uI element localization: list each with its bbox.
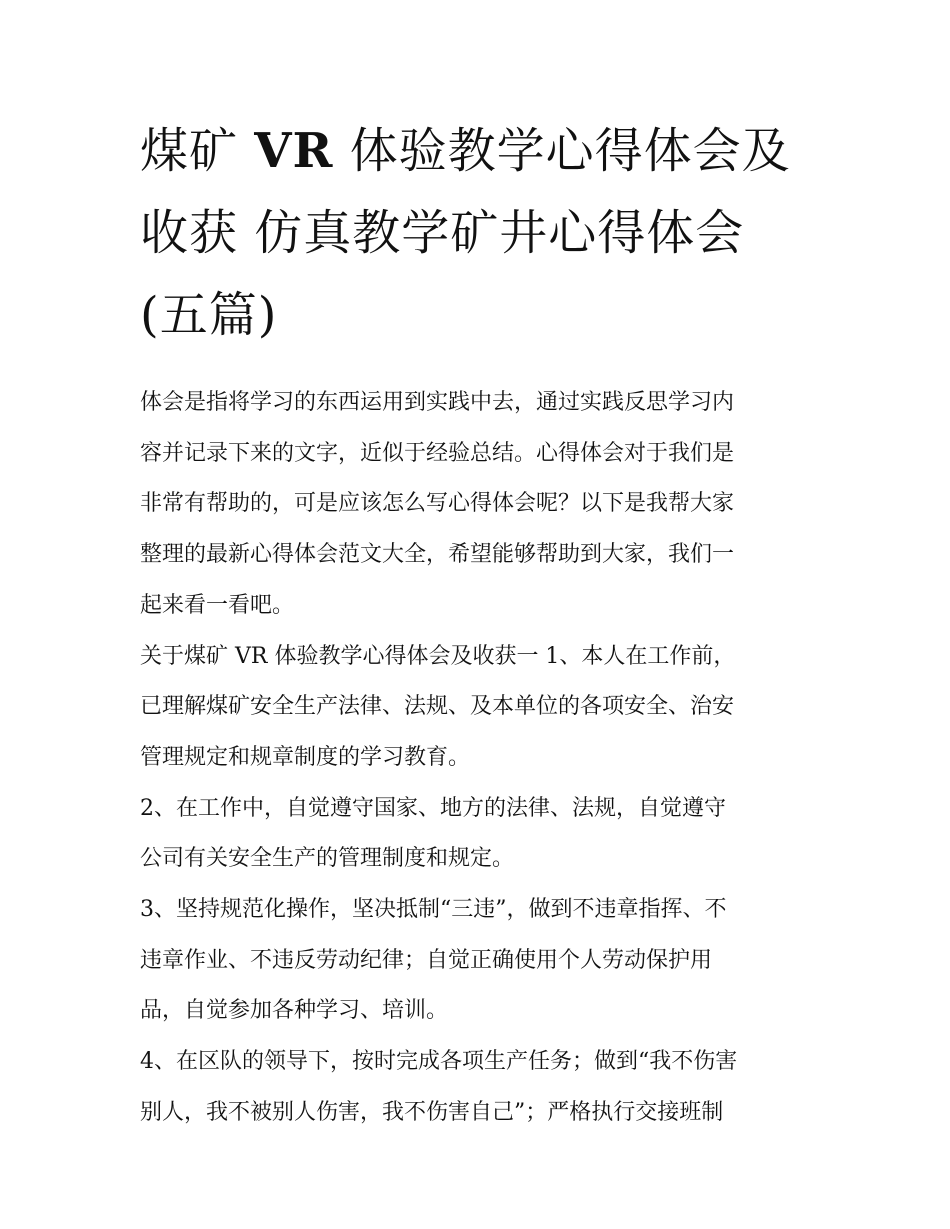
paragraph-line: 体会是指将学习的东西运用到实践中去，通过实践反思学习内	[140, 390, 735, 415]
paragraph-line: 整理的最新心得体会范文大全，希望能够帮助到大家，我们一	[140, 542, 735, 568]
paragraph-line: 容并记录下来的文字，近似于经验总结。心得体会对于我们是	[140, 440, 735, 466]
paragraph-line: 别人，我不被别人伤害，我不伤害自己”；严格执行交接班制	[140, 1099, 724, 1125]
paragraph-line: 非常有帮助的，可是应该怎么写心得体会呢？以下是我帮大家	[140, 491, 735, 517]
paragraph-item-1	[140, 632, 812, 784]
paragraph-line: 4、在区队的领导下，按时完成各项生产任务；做到“我不伤害	[140, 1049, 738, 1075]
title-line-1	[140, 110, 812, 192]
paragraph-line: 起来看一看吧。	[140, 592, 295, 618]
paragraph-line: 品，自觉参加各种学习、培训。	[140, 998, 449, 1024]
paragraph-line: 3、坚持规范化操作，坚决抵制“三违”，做到不违章指挥、不	[140, 897, 727, 923]
title-line-3: (五篇)	[140, 287, 278, 343]
paragraph-line: 管理规定和规章制度的学习教育。	[140, 744, 471, 770]
title-line-2: 收获 仿真教学矿井心得体会	[140, 205, 745, 261]
document-title	[140, 110, 812, 356]
paragraph-line: 2、在工作中，自觉遵守国家、地方的法律、法规，自觉遵守	[140, 795, 726, 821]
paragraph-intro	[140, 378, 812, 632]
document-page	[140, 110, 812, 1139]
paragraph-line: 公司有关安全生产的管理制度和规定。	[140, 846, 515, 872]
title-line-1-prefix: 煤矿	[140, 123, 255, 179]
paragraph-line: 违章作业、不违反劳动纪律；自觉正确使用个人劳动保护用	[140, 947, 713, 973]
title-line-1-suffix: 体验教学心得体会及	[333, 123, 791, 179]
title-line-1-bold: VR	[254, 123, 334, 179]
paragraph-line: 已理解煤矿安全生产法律、法规、及本单位的各项安全、治安	[140, 694, 735, 720]
paragraph-item-3	[140, 885, 812, 1037]
paragraph-item-2	[140, 784, 812, 885]
paragraph-line: 关于煤矿 VR 体验教学心得体会及收获一 1、本人在工作前，	[140, 643, 736, 669]
paragraph-item-4	[140, 1037, 812, 1138]
